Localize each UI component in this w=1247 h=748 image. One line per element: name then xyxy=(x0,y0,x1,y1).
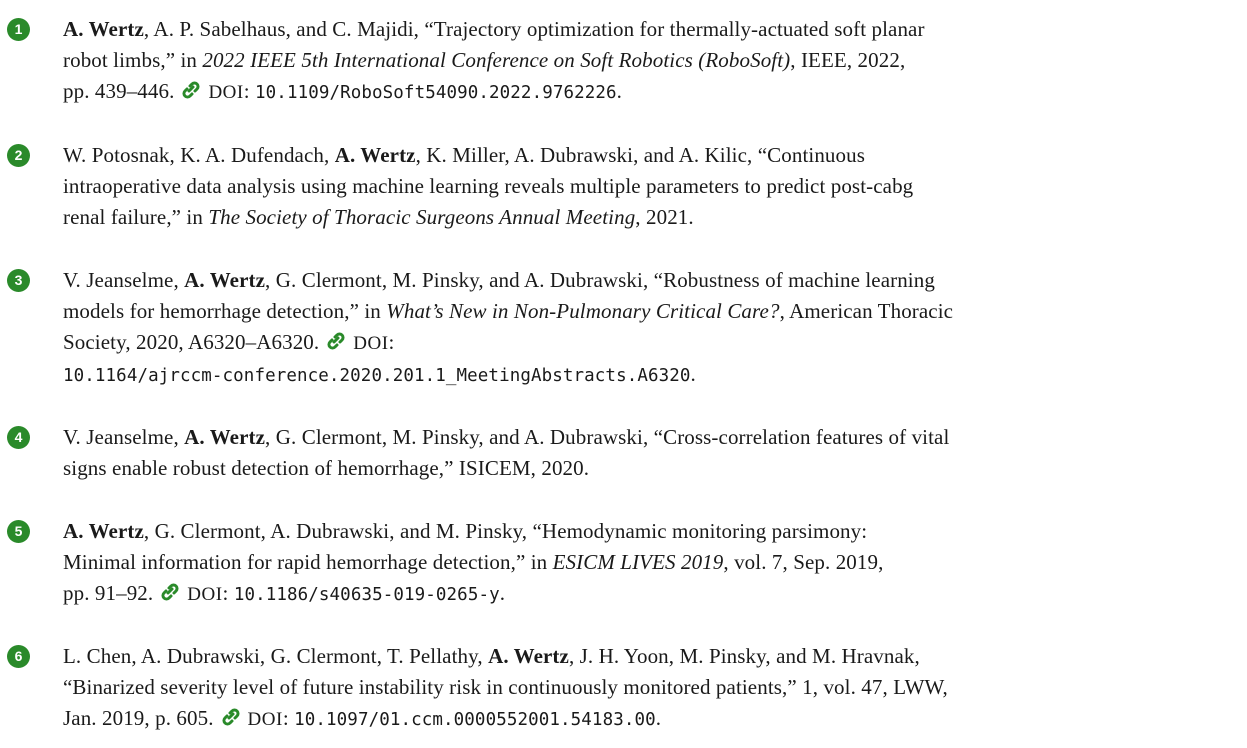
citation-text-span: , G. Clermont, A. Dubrawski, and M. Pinsky, “Hemodynamic monitoring parsimony: xyxy=(143,519,868,543)
highlighted-author: A. Wertz xyxy=(63,519,144,543)
citation-line xyxy=(63,327,1229,359)
citation-line xyxy=(63,140,1229,171)
citation-line xyxy=(63,453,1229,484)
venue-title: 2022 IEEE 5th International Conference on Soft Robotics (RoboSoft) xyxy=(202,48,791,72)
entry-number-badge: 5 xyxy=(7,520,30,543)
citation-text-span: : xyxy=(243,79,256,103)
citation-line xyxy=(63,14,1229,45)
highlighted-author: A. Wertz xyxy=(488,644,569,668)
citation-text-span: : xyxy=(282,706,295,730)
citation-text-span: pp. 439–446. xyxy=(63,79,175,103)
citation-text-span: , American Thoracic xyxy=(779,299,954,323)
citation-line xyxy=(63,76,1229,109)
venue-title: The Society of Thoracic Surgeons Annual Meeting xyxy=(208,205,636,229)
entry-number-badge: 4 xyxy=(7,426,30,449)
citation-text-span: , J. H. Yoon, M. Pinsky, and M. Hravnak, xyxy=(568,644,920,668)
citation-text-span: : xyxy=(222,581,234,605)
doi-label: DOI xyxy=(353,333,389,354)
citation-text-span: : xyxy=(388,330,395,354)
citation-text-span: intraoperative data analysis using machine learning reveals multiple parameters to predict post-cabg xyxy=(63,174,914,198)
doi-label: DOI xyxy=(187,584,223,605)
citation-line xyxy=(63,422,1229,453)
citation-text xyxy=(63,641,1229,736)
citation-text xyxy=(63,140,1229,233)
citation-text-span: Jan. 2019, p. 605. xyxy=(63,706,214,730)
citation-text-span: Minimal information for rapid hemorrhage detection,” in xyxy=(63,550,553,574)
citation-line xyxy=(63,547,1229,578)
citation-text xyxy=(63,516,1229,611)
citation-line xyxy=(63,578,1229,611)
highlighted-author: A. Wertz xyxy=(184,268,266,292)
citation-text-span: V. Jeanselme, xyxy=(63,268,185,292)
doi-label: DOI xyxy=(247,709,283,730)
citation-line xyxy=(63,296,1229,327)
citation-line xyxy=(63,171,1229,202)
citation-line xyxy=(63,265,1229,296)
citation-text-span: , G. Clermont, M. Pinsky, and A. Dubrawski, “Robustness of machine learning xyxy=(265,268,935,292)
highlighted-author: A. Wertz xyxy=(334,143,416,167)
link-icon[interactable] xyxy=(325,331,347,351)
doi-link[interactable]: 10.1097/01.ccm.0000552001.54183.00 xyxy=(294,710,656,730)
citation-text-span: , vol. 7, Sep. 2019, xyxy=(723,550,884,574)
citation-text xyxy=(63,14,1229,109)
entry-number-badge: 2 xyxy=(7,144,30,167)
link-icon[interactable] xyxy=(220,707,242,727)
citation-text xyxy=(63,265,1229,392)
citation-line xyxy=(63,45,1229,76)
doi-label: DOI xyxy=(208,82,244,103)
citation-line xyxy=(63,703,1229,736)
citation-line xyxy=(63,359,1229,392)
doi-link[interactable]: 10.1186/s40635-019-0265-y xyxy=(233,585,500,605)
doi-link[interactable]: 10.1109/RoboSoft54090.2022.9762226 xyxy=(255,83,617,103)
link-icon[interactable] xyxy=(159,582,181,602)
highlighted-author: A. Wertz xyxy=(63,17,144,41)
citation-line xyxy=(63,516,1229,547)
citation-text-span: . xyxy=(655,706,662,730)
doi-link[interactable]: 10.1164/ajrccm-conference.2020.201.1_MeetingAbstracts.A6320 xyxy=(63,366,691,386)
highlighted-author: A. Wertz xyxy=(184,425,266,449)
citation-text-span: renal failure,” in xyxy=(63,205,209,229)
citation-text-span: , K. Miller, A. Dubrawski, and A. Kilic, “Continuous xyxy=(415,143,866,167)
citation-text-span: models for hemorrhage detection,” in xyxy=(63,299,387,323)
citation-text-span: , A. P. Sabelhaus, and C. Majidi, “Trajectory optimization for thermally-actuated soft planar xyxy=(143,17,925,41)
citation-text-span: signs enable robust detection of hemorrhage,” ISICEM, 2020. xyxy=(63,456,590,480)
citation-text-span: robot limbs,” in xyxy=(63,48,203,72)
citation-text-span: “Binarized severity level of future instability risk in continuously monitored patients,” 1, vol. 47, LWW, xyxy=(63,675,948,699)
citation-text-span: , 2021. xyxy=(635,205,694,229)
citation-line xyxy=(63,641,1229,672)
citation-text-span: . xyxy=(690,362,696,386)
citation-text-span: V. Jeanselme, xyxy=(63,425,185,449)
citation-text-span: Society, 2020, A6320–A6320. xyxy=(63,330,320,354)
citation-text-span: . xyxy=(499,581,506,605)
entry-number-badge: 1 xyxy=(7,18,30,41)
venue-title: ESICM LIVES 2019 xyxy=(552,550,724,574)
citation-line xyxy=(63,202,1229,233)
entry-number-badge: 3 xyxy=(7,269,30,292)
venue-title: What’s New in Non-Pulmonary Critical Care? xyxy=(386,299,780,323)
citation-text-span: W. Potosnak, K. A. Dufendach, xyxy=(63,143,335,167)
citation-text-span: . xyxy=(616,79,623,103)
citation-text-span: , G. Clermont, M. Pinsky, and A. Dubrawski, “Cross-correlation features of vital xyxy=(265,425,950,449)
citation-text-span: pp. 91–92. xyxy=(63,581,154,605)
citation-text-span: , IEEE, 2022, xyxy=(790,48,906,72)
citation-line xyxy=(63,672,1229,703)
entry-number-badge: 6 xyxy=(7,645,30,668)
citation-text-span: L. Chen, A. Dubrawski, G. Clermont, T. Pellathy, xyxy=(63,644,489,668)
citation-text xyxy=(63,422,1229,484)
link-icon[interactable] xyxy=(180,80,202,100)
